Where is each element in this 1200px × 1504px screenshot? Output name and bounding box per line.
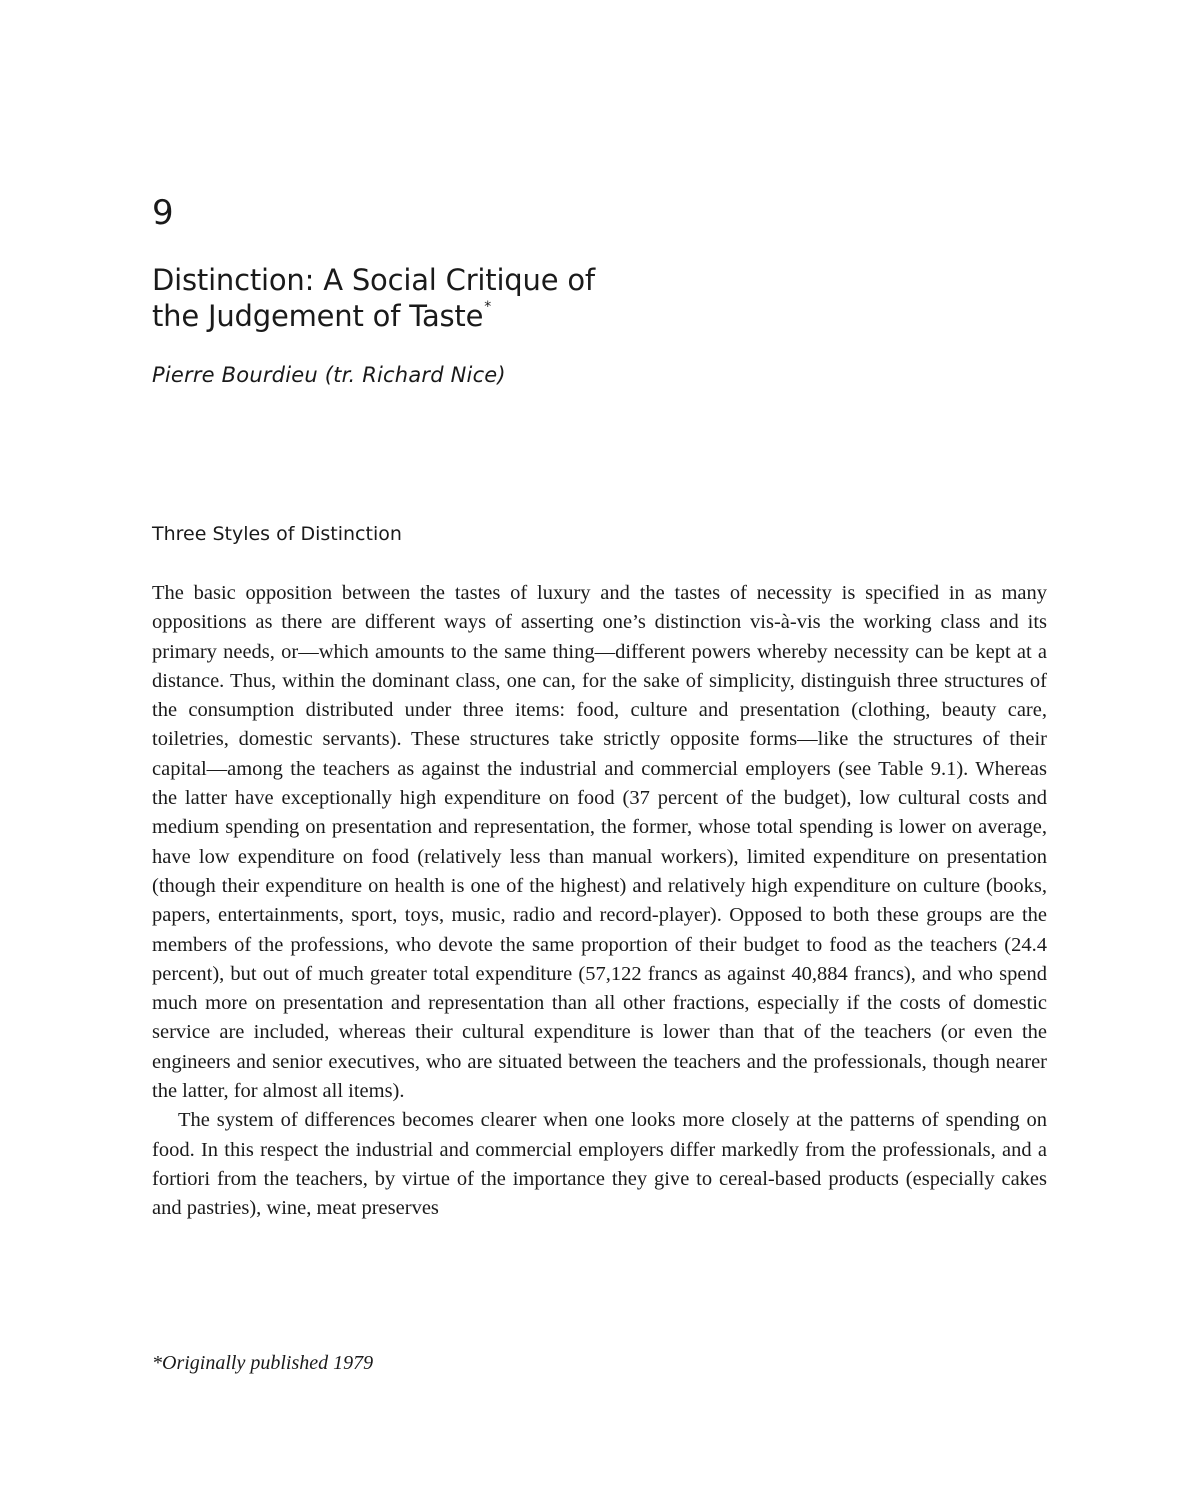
chapter-title-line-1: Distinction: A Social Critique of — [152, 263, 595, 297]
title-footnote-marker[interactable]: * — [484, 299, 492, 315]
footnote: *Originally published 1979 — [152, 1352, 374, 1374]
body-paragraph-1: The basic opposition between the tastes of luxury and the tastes of necessity is specified in as many oppositions as there are different ways of asserting one’s distinction vis-à-vis the working class and its primary needs, or—which amounts to the same thing—different powers whereby necessity can be kept at a distance. Thus, within the dominant class, one can, for the sake of simplicity, distinguish three structures of the consumption distributed under three items: food, culture and presentation (clothing, beauty care, toiletries, domestic servants). These structures take strictly opposite forms—like the structures of their capital—among the teachers as against the industrial and commercial employers (see Table 9.1). Whereas the latter have exceptionally high expenditure on food (37 percent of the budget), low cultural costs and medium spending on presentation and representation, the former, whose total spending is lower on average, have low expenditure on food (relatively less than manual workers), limited expenditure on presentation (though their expenditure on health is one of the highest) and relatively high expenditure on culture (books, papers, entertainments, sport, toys, music, radio and record-player). Opposed to both these groups are the members of the professions, who devote the same proportion of their budget to food as the teachers (24.4 percent), but out of much greater total expenditure (57,122 francs as against 40,884 francs), and who spend much more on presentation and representation than all other fractions, especially if the costs of domestic service are included, whereas their cultural expenditure is lower than that of the teachers (or even the engineers and senior executives, who are situated between the teachers and the professionals, though nearer the latter, for almost all items). — [152, 582, 1047, 1103]
chapter-author: Pierre Bourdieu (tr. Richard Nice) — [152, 363, 506, 387]
chapter-title — [152, 262, 852, 334]
chapter-number: 9 — [152, 193, 174, 233]
chapter-title-line-2: the Judgement of Taste — [152, 299, 484, 333]
body-paragraph-2: The system of differences becomes clearer when one looks more closely at the patterns of spending on food. In this respect the industrial and commercial employers differ markedly from the professionals, and a fortiori from the teachers, by virtue of the importance they give to cereal-based products (especially cakes and pastries), wine, meat preserves — [152, 1109, 1047, 1220]
section-heading: Three Styles of Distinction — [152, 523, 402, 545]
body-text — [152, 579, 1047, 1224]
